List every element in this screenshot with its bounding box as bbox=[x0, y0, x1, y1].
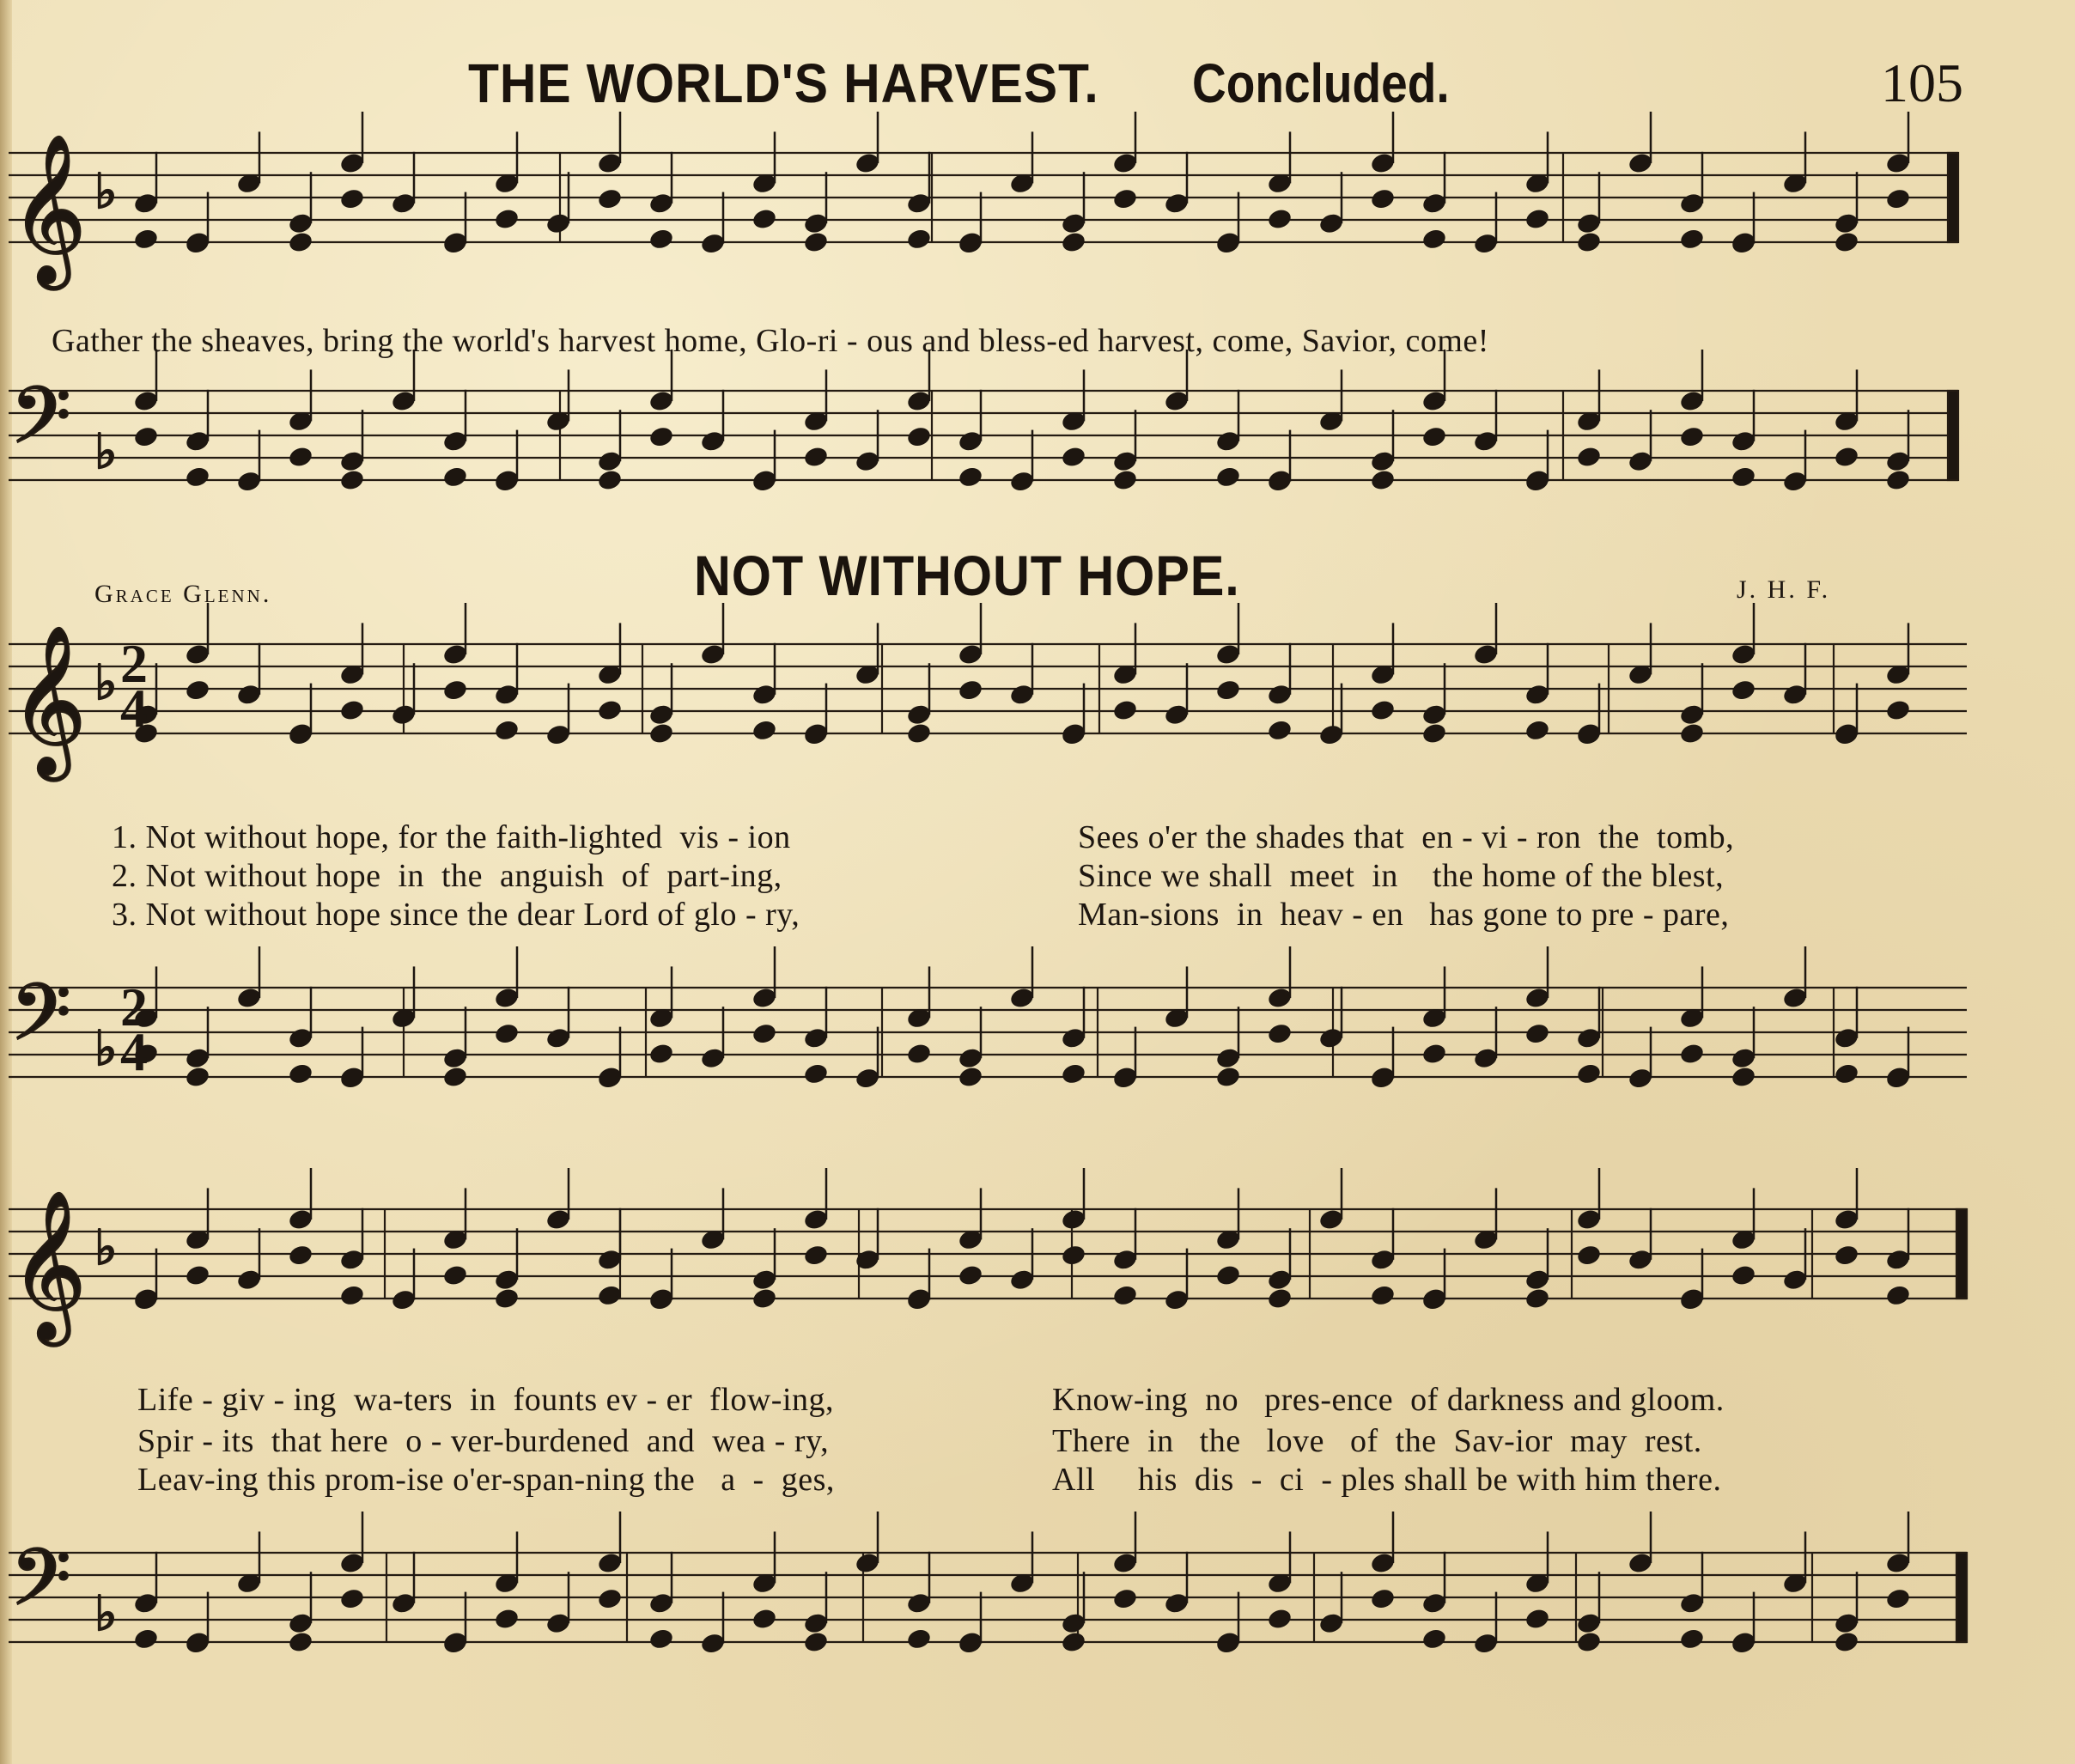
note-head bbox=[905, 425, 932, 449]
note-head bbox=[905, 228, 932, 252]
note-head bbox=[1214, 1065, 1241, 1089]
note-head bbox=[905, 1042, 932, 1066]
note-head bbox=[287, 1062, 313, 1086]
note-head bbox=[287, 445, 313, 469]
bass-clef-icon: 𝄢 bbox=[10, 967, 71, 1077]
staff bbox=[9, 967, 1967, 1077]
note-head bbox=[1730, 1065, 1756, 1089]
note-head bbox=[1111, 1587, 1138, 1611]
note-head bbox=[441, 1065, 468, 1089]
note-head bbox=[1884, 187, 1911, 211]
note-head bbox=[1266, 1607, 1293, 1631]
note-head bbox=[1369, 187, 1396, 211]
note-head bbox=[648, 228, 674, 252]
note-head bbox=[1421, 1627, 1447, 1651]
note-head bbox=[287, 230, 313, 254]
note-head bbox=[1266, 1022, 1293, 1046]
note-head bbox=[1575, 1244, 1602, 1268]
song-composer: J. H. F. bbox=[1737, 575, 1831, 604]
verse-line-3b: Man-sions in heav - en has gone to pre - pare, bbox=[1078, 897, 1730, 933]
note-head bbox=[802, 230, 829, 254]
note-head bbox=[1060, 1062, 1086, 1086]
note-head bbox=[1111, 698, 1138, 722]
note-head bbox=[441, 678, 468, 703]
staff bbox=[9, 134, 1958, 290]
note-head bbox=[957, 678, 983, 703]
note-head bbox=[648, 425, 674, 449]
note-head bbox=[1421, 721, 1447, 745]
note-head bbox=[338, 1284, 365, 1308]
note-head bbox=[905, 1627, 932, 1651]
note-head bbox=[1833, 445, 1859, 469]
hymn-title: THE WORLD'S HARVEST. bbox=[468, 52, 1099, 114]
note-head bbox=[1575, 1062, 1602, 1086]
note-head bbox=[802, 1062, 829, 1086]
note-head bbox=[1833, 1062, 1859, 1086]
note-head bbox=[1884, 1587, 1911, 1611]
note-head bbox=[1833, 1630, 1859, 1654]
flat-key-signature-icon: ♭ bbox=[94, 1021, 118, 1077]
flat-key-signature-icon: ♭ bbox=[94, 655, 118, 711]
note-head bbox=[1214, 465, 1241, 490]
note-head bbox=[1524, 1022, 1550, 1046]
note-head bbox=[493, 1287, 520, 1311]
song-author: Grace Glenn. bbox=[94, 580, 272, 608]
note-head bbox=[1730, 678, 1756, 703]
note-head bbox=[132, 1627, 159, 1651]
note-head bbox=[1214, 678, 1241, 703]
verse-line-1b: Sees o'er the shades that en - vi - ron the tomb, bbox=[1078, 819, 1735, 855]
note-head bbox=[1730, 1263, 1756, 1287]
note-head bbox=[751, 719, 777, 743]
note-head bbox=[1678, 721, 1705, 745]
note-head bbox=[751, 1607, 777, 1631]
note-head bbox=[802, 1630, 829, 1654]
treble-clef-icon: 𝄞 bbox=[10, 1190, 87, 1340]
flat-key-signature-icon: ♭ bbox=[94, 1220, 118, 1276]
flat-key-signature-icon: ♭ bbox=[94, 1586, 118, 1642]
note-head bbox=[1575, 445, 1602, 469]
note-head bbox=[338, 1587, 365, 1611]
note-head bbox=[493, 1607, 520, 1631]
staff bbox=[9, 625, 1967, 782]
verse-line-2a: 2. Not without hope in the anguish of part-ing, bbox=[112, 858, 782, 894]
note-head bbox=[1833, 1244, 1859, 1268]
verse-line-5a: Spir - its that here o - ver-burdened and wea - ry, bbox=[137, 1423, 830, 1459]
bass-clef-icon: 𝄢 bbox=[10, 370, 71, 480]
note-head bbox=[648, 1627, 674, 1651]
harvest-lyric: Gather the sheaves, bring the world's harvest home, Glo-ri - ous and bless-ed harvest, come, Savior, come! bbox=[52, 323, 1489, 359]
note-head bbox=[132, 228, 159, 252]
time-signature-digit: 4 bbox=[120, 1021, 148, 1082]
note-head bbox=[1266, 719, 1293, 743]
bass-clef-icon: 𝄢 bbox=[10, 1532, 71, 1642]
note-head bbox=[1524, 719, 1550, 743]
note-head bbox=[648, 1042, 674, 1066]
note-head bbox=[338, 698, 365, 722]
note-head bbox=[1369, 1284, 1396, 1308]
note-head bbox=[1421, 1042, 1447, 1066]
final-barline bbox=[1948, 391, 1958, 480]
note-head bbox=[1833, 230, 1859, 254]
verse-line-3a: 3. Not without hope since the dear Lord of glo - ry, bbox=[112, 897, 800, 933]
note-head bbox=[1060, 230, 1086, 254]
note-head bbox=[493, 719, 520, 743]
note-head bbox=[184, 465, 210, 490]
note-head bbox=[1214, 1263, 1241, 1287]
time-signature-digit: 4 bbox=[120, 678, 148, 739]
note-head bbox=[441, 1263, 468, 1287]
note-head bbox=[751, 207, 777, 231]
note-head bbox=[184, 1065, 210, 1089]
note-head bbox=[184, 678, 210, 703]
note-head bbox=[1060, 1630, 1086, 1654]
note-head bbox=[1266, 207, 1293, 231]
note-head bbox=[1678, 425, 1705, 449]
note-head bbox=[596, 1587, 623, 1611]
note-head bbox=[1369, 468, 1396, 492]
flat-key-signature-icon: ♭ bbox=[94, 424, 118, 480]
verse-line-6a: Leav-ing this prom-ise o'er-span-ning the a - ges, bbox=[137, 1462, 835, 1498]
note-head bbox=[1266, 1287, 1293, 1311]
note-head bbox=[957, 1065, 983, 1089]
note-head bbox=[1369, 698, 1396, 722]
time-signature-digit: 2 bbox=[120, 633, 148, 694]
note-head bbox=[957, 1263, 983, 1287]
note-head bbox=[648, 721, 674, 745]
note-head bbox=[1111, 468, 1138, 492]
verse-line-2b: Since we shall meet in the home of the blest, bbox=[1078, 858, 1725, 894]
note-head bbox=[1524, 1607, 1550, 1631]
note-head bbox=[1884, 1284, 1911, 1308]
note-head bbox=[132, 425, 159, 449]
note-head bbox=[1524, 207, 1550, 231]
page-number: 105 bbox=[1881, 52, 1963, 113]
flat-key-signature-icon: ♭ bbox=[94, 164, 118, 220]
note-head bbox=[596, 468, 623, 492]
note-head bbox=[1421, 425, 1447, 449]
note-head bbox=[1884, 468, 1911, 492]
note-head bbox=[1678, 1627, 1705, 1651]
hymn-subtitle: Concluded. bbox=[1192, 52, 1450, 114]
verse-line-5b: There in the love of the Sav-ior may rest. bbox=[1052, 1423, 1702, 1459]
note-head bbox=[441, 465, 468, 490]
note-head bbox=[1575, 230, 1602, 254]
note-head bbox=[184, 1263, 210, 1287]
time-signature-digit: 2 bbox=[120, 976, 148, 1037]
note-head bbox=[1369, 1587, 1396, 1611]
note-head bbox=[287, 1630, 313, 1654]
note-head bbox=[338, 468, 365, 492]
note-head bbox=[287, 1244, 313, 1268]
note-head bbox=[1575, 1630, 1602, 1654]
note-head bbox=[596, 187, 623, 211]
note-head bbox=[1111, 187, 1138, 211]
note-head bbox=[751, 1022, 777, 1046]
verse-line-6b: All his dis - ci - ples shall be with him there. bbox=[1052, 1462, 1722, 1498]
verse-line-1a: 1. Not without hope, for the faith-lighted vis - ion bbox=[112, 819, 791, 855]
note-head bbox=[1060, 1244, 1086, 1268]
note-head bbox=[1678, 1042, 1705, 1066]
note-head bbox=[1884, 698, 1911, 722]
note-head bbox=[338, 187, 365, 211]
final-barline bbox=[1956, 1209, 1967, 1299]
note-head bbox=[493, 207, 520, 231]
treble-clef-icon: 𝄞 bbox=[10, 134, 87, 283]
note-head bbox=[802, 1244, 829, 1268]
note-head bbox=[1060, 445, 1086, 469]
verse-line-4b: Know-ing no pres-ence of darkness and gloom. bbox=[1052, 1382, 1725, 1418]
final-barline bbox=[1948, 153, 1958, 242]
note-head bbox=[596, 698, 623, 722]
note-head bbox=[957, 465, 983, 490]
treble-clef-icon: 𝄞 bbox=[10, 625, 87, 775]
note-head bbox=[1421, 228, 1447, 252]
note-head bbox=[1111, 1284, 1138, 1308]
note-head bbox=[1730, 465, 1756, 490]
note-head bbox=[751, 1287, 777, 1311]
note-head bbox=[1678, 228, 1705, 252]
song-title: NOT WITHOUT HOPE. bbox=[694, 544, 1240, 607]
note-head bbox=[802, 445, 829, 469]
final-barline bbox=[1956, 1553, 1967, 1642]
verse-line-4a: Life - giv - ing wa-ters in founts ev - er flow-ing, bbox=[137, 1382, 835, 1418]
note-head bbox=[905, 721, 932, 745]
note-head bbox=[493, 1022, 520, 1046]
note-head bbox=[1524, 1287, 1550, 1311]
